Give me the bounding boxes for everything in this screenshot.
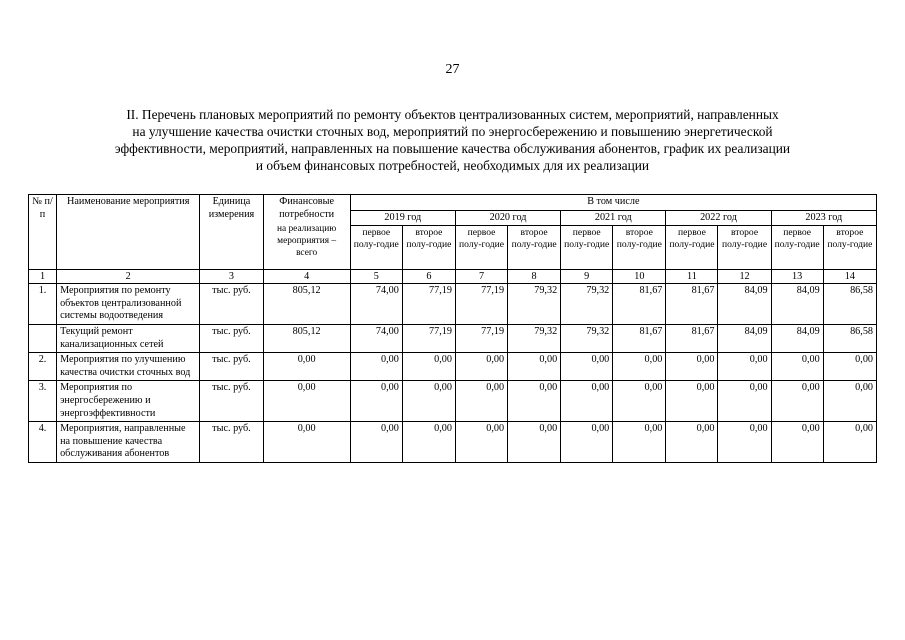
row-value: 0,00 [455,381,507,422]
heading-line: на улучшение качества очистки сточных вод, мероприятий по энергосбережению и повышению энергетической [132,124,773,139]
row-value: 79,32 [561,324,613,352]
row-value: 0,00 [455,353,507,381]
row-value: 77,19 [402,324,455,352]
table-row [29,422,877,463]
row-num: 4. [29,422,57,463]
row-value: 0,00 [561,422,613,463]
column-index: 5 [350,270,402,284]
row-value: 84,09 [771,284,823,325]
row-total: 805,12 [263,324,350,352]
row-value: 0,00 [771,381,823,422]
row-value: 0,00 [613,353,666,381]
column-index: 13 [771,270,823,284]
header-finance-sub: на реализацию мероприятия – всего [276,224,337,259]
row-value: 77,19 [455,284,507,325]
table-row [29,353,877,381]
header-in-total: В том числе [350,195,876,211]
row-value: 77,19 [402,284,455,325]
row-value: 0,00 [666,381,718,422]
row-value: 0,00 [508,353,561,381]
row-value: 86,58 [823,284,876,325]
column-index: 6 [402,270,455,284]
row-value: 0,00 [823,381,876,422]
row-value: 79,32 [508,324,561,352]
row-num: 3. [29,381,57,422]
row-num: 1. [29,284,57,325]
row-unit: тыс. руб. [200,381,263,422]
column-index: 4 [263,270,350,284]
column-index: 11 [666,270,718,284]
row-name: Мероприятия по энергосбережению и энергоэффективности [57,381,200,422]
row-value: 0,00 [613,381,666,422]
header-year: 2021 год [561,210,666,226]
header-half-second: второе полу-годие [613,226,666,270]
header-half-first: первое полу-годие [561,226,613,270]
header-num: № п/п [29,195,57,270]
section-heading [40,106,865,174]
row-value: 0,00 [561,353,613,381]
row-value: 0,00 [823,422,876,463]
heading-line: и объем финансовых потребностей, необходимых для их реализации [255,158,650,173]
column-index: 14 [823,270,876,284]
header-half-second: второе полу-годие [402,226,455,270]
header-half-second: второе полу-годие [508,226,561,270]
row-value: 0,00 [718,353,771,381]
header-finance [263,195,350,270]
row-value: 0,00 [402,353,455,381]
row-value: 81,67 [613,284,666,325]
row-value: 0,00 [350,422,402,463]
column-index: 9 [561,270,613,284]
row-name: Мероприятия по ремонту объектов централизованной системы водоотведения [57,284,200,325]
header-half-first: первое полу-годие [666,226,718,270]
row-unit: тыс. руб. [200,324,263,352]
header-half-second: второе полу-годие [718,226,771,270]
row-value: 0,00 [718,422,771,463]
row-total: 0,00 [263,353,350,381]
row-name: Мероприятия, направленные на повышение качества обслуживания абонентов [57,422,200,463]
table-row [29,284,877,325]
row-value: 0,00 [561,381,613,422]
row-value: 79,32 [561,284,613,325]
row-value: 84,09 [771,324,823,352]
table-row [29,381,877,422]
row-value: 81,67 [666,324,718,352]
row-value: 0,00 [350,353,402,381]
column-index: 3 [200,270,263,284]
row-unit: тыс. руб. [200,422,263,463]
row-value: 0,00 [402,381,455,422]
row-total: 805,12 [263,284,350,325]
row-unit: тыс. руб. [200,353,263,381]
header-year: 2023 год [771,210,876,226]
table-row [29,324,877,352]
column-index: 1 [29,270,57,284]
row-value: 0,00 [823,353,876,381]
row-value: 0,00 [613,422,666,463]
row-value: 0,00 [771,422,823,463]
column-index: 10 [613,270,666,284]
row-value: 0,00 [718,381,771,422]
header-finance-title: Финансовые потребности [279,196,335,220]
row-value: 0,00 [455,422,507,463]
row-value: 74,00 [350,324,402,352]
row-value: 84,09 [718,324,771,352]
header-name: Наименование мероприятия [57,195,200,270]
row-value: 84,09 [718,284,771,325]
header-year: 2020 год [455,210,560,226]
row-total: 0,00 [263,422,350,463]
row-value: 0,00 [508,422,561,463]
header-half-first: первое полу-годие [350,226,402,270]
row-value: 0,00 [402,422,455,463]
row-value: 0,00 [508,381,561,422]
row-value: 0,00 [666,422,718,463]
heading-line: эффективности, мероприятий, направленных на повышение качества обслуживания абонентов, график их реализации [114,141,791,156]
header-half-first: первое полу-годие [771,226,823,270]
row-value: 81,67 [666,284,718,325]
row-total: 0,00 [263,381,350,422]
row-name: Мероприятия по улучшению качества очистки сточных вод [57,353,200,381]
row-name: Текущий ремонт канализационных сетей [57,324,200,352]
header-unit: Единица измерения [200,195,263,270]
row-value: 77,19 [455,324,507,352]
column-index-row [29,270,877,284]
column-index: 2 [57,270,200,284]
header-half-second: второе полу-годие [823,226,876,270]
row-value: 86,58 [823,324,876,352]
row-value: 0,00 [771,353,823,381]
column-index: 8 [508,270,561,284]
row-value: 0,00 [666,353,718,381]
plan-table [28,194,877,463]
header-year: 2019 год [350,210,455,226]
row-unit: тыс. руб. [200,284,263,325]
header-half-first: первое полу-годие [455,226,507,270]
row-value: 79,32 [508,284,561,325]
heading-line: II. Перечень плановых мероприятий по ремонту объектов централизованных систем, мероприятий, направленных [126,107,779,122]
row-num [29,324,57,352]
row-value: 74,00 [350,284,402,325]
column-index: 7 [455,270,507,284]
row-value: 0,00 [350,381,402,422]
row-num: 2. [29,353,57,381]
page-number: 27 [445,62,460,77]
header-year: 2022 год [666,210,771,226]
row-value: 81,67 [613,324,666,352]
column-index: 12 [718,270,771,284]
